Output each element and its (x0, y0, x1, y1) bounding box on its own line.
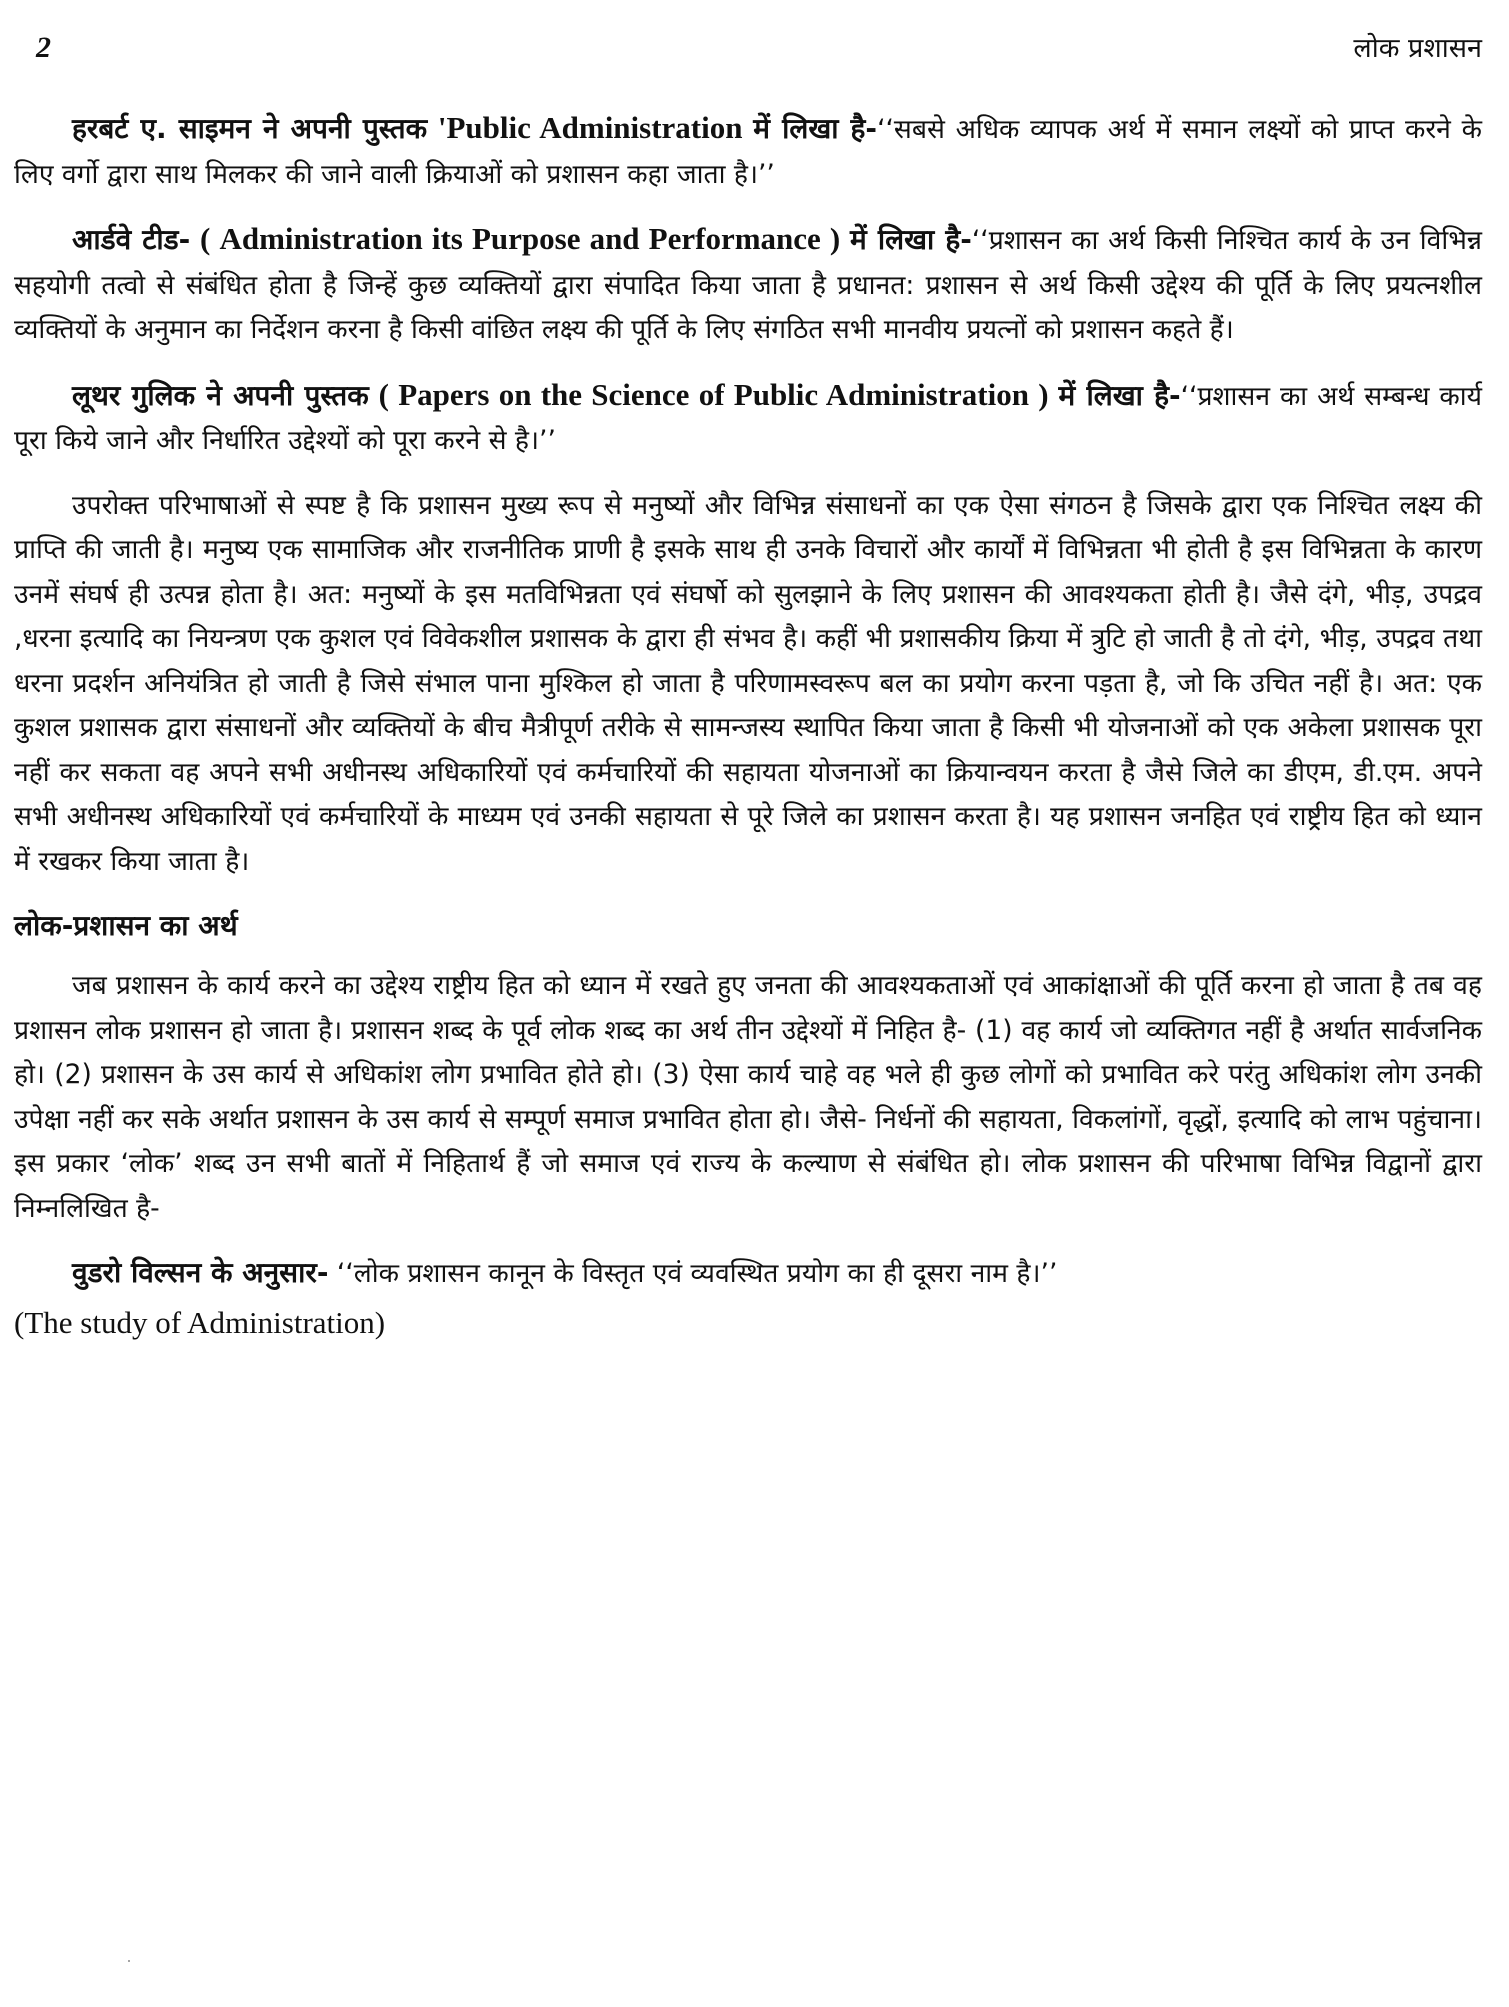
wilson-citation: (The study of Administration) (14, 1304, 386, 1340)
section-body-paragraph: जब प्रशासन के कार्य करने का उद्देश्य राष्ट्रीय हित को ध्यान में रखते हुए जनता की आवश्यकताओं एवं आकांक्षाओं की पूर्ति करना हो जाता है तब वह प्रशासन लोक प्रशासन हो जाता है। प्रशासन शब्द के पूर्व लोक शब्द का अर्थ तीन उद्देश्यों में निहित है- (1) वह कार्य जो व्यक्तिगत नहीं है अर्थात सार्वजनिक हो। (2) प्रशासन के उस कार्य से अधिकांश लोग प्रभावित होते हो। (3) ऐसा कार्य चाहे वह भले ही कुछ लोगों को प्रभावित करे परंतु अधिकांश लोग उनकी उपेक्षा नहीं कर सके अर्थात प्रशासन के उस कार्य से सम्पूर्ण समाज प्रभावित होता हो। जैसे- निर्धनों की सहायता, विकलांगों, वृद्धों, इत्यादि को लाभ पहुंचाना। इस प्रकार ‘लोक’ शब्द उन सभी बातों में निहितार्थ हैं जो समाज एवं राज्य के कल्याण से संबंधित हो। लोक प्रशासन की परिभाषा विभिन्न विद्वानों द्वारा निम्नलिखित है- (14, 970, 1482, 1224)
wilson-lead: वुडरो विल्सन के अनुसार- (72, 1256, 329, 1289)
gulick-definition-paragraph (14, 373, 1482, 464)
wilson-quote: ‘‘लोक प्रशासन कानून के विस्तृत एवं व्यवस्थित प्रयोग का ही दूसरा नाम है।’’ (336, 1258, 1058, 1289)
tead-lead: आर्डवे टीड- (72, 223, 191, 256)
tead-lead-after: में लिखा है- (850, 223, 972, 256)
simon-lead-after: में लिखा है- (753, 112, 878, 145)
tead-quote: ‘‘प्रशासन का अर्थ किसी निश्चित कार्य के उन विभिन्न सहयोगी तत्वो से संबंधित होता है जिन्हें कुछ व्यक्तियों द्वारा संपादित किया जाता है प्रधानत: प्रशासन से अर्थ किसी उद्देश्य की पूर्ति के लिए प्रयत्नशील व्यक्तियों के अनुमान का निर्देशन करना है किसी वांछित लक्ष्य की पूर्ति के लिए संगठित सभी मानवीय प्रयत्नों को प्रशासन कहते हैं। (14, 225, 1482, 345)
gulick-quote: ‘‘प्रशासन का अर्थ सम्बन्ध कार्य पूरा किये जाने और निर्धारित उद्देश्यों को पूरा करने से है।’’ (14, 380, 1482, 456)
simon-definition-paragraph (14, 106, 1482, 197)
simon-book-title: 'Public Administration (437, 110, 743, 145)
scan-speck (128, 1960, 130, 1962)
wilson-definition-paragraph (14, 1251, 1482, 1297)
tead-book-title: ( Administration its Purpose and Performance ) (200, 221, 841, 256)
simon-quote: ‘‘सबसे अधिक व्यापक अर्थ में समान लक्ष्यों को प्राप्त करने के लिए वर्गो द्वारा साथ मिलकर की जाने वाली क्रियाओं को प्रशासन कहा जाता है।’’ (14, 114, 1482, 190)
gulick-book-title: ( Papers on the Science of Public Administration ) (378, 376, 1049, 412)
page-number: 2 (36, 31, 51, 64)
section-heading: लोक-प्रशासन का अर्थ (14, 909, 238, 942)
tead-definition-paragraph (14, 217, 1482, 353)
simon-lead: हरबर्ट ए. साइमन ने अपनी पुस्तक (72, 112, 428, 145)
summary-paragraph: उपरोक्त परिभाषाओं से स्पष्ट है कि प्रशासन मुख्य रूप से मनुष्यों और विभिन्न संसाधनों का एक ऐसा संगठन है जिसके द्वारा एक निश्चित लक्ष्य की प्राप्ति की जाती है। मनुष्य एक सामाजिक और राजनीतिक प्राणी है इसके साथ ही उनके विचारों और कार्यों में विभिन्नता भी होती है इस विभिन्नता के कारण उनमें संघर्ष ही उत्पन्न होता है। अत: मनुष्यों के इस मतविभिन्नता एवं संघर्षो को सुलझाने के लिए प्रशासन की आवश्यकता होती है। जैसे दंगे, भीड़, उपद्रव ,धरना इत्यादि का नियन्त्रण एक कुशल एवं विवेकशील प्रशासक के द्वारा ही संभव है। कहीं भी प्रशासकीय क्रिया में त्रुटि हो जाती है तो दंगे, भीड़, उपद्रव तथा धरना प्रदर्शन अनियंत्रित हो जाती है जिसे संभाल पाना मुश्किल हो जाता है परिणामस्वरूप बल का प्रयोग करना पड़ता है, जो कि उचित नहीं है। अत: एक कुशल प्रशासक द्वारा संसाधनों और व्यक्तियों के बीच मैत्रीपूर्ण तरीके से सामन्जस्य स्थापित किया जाता है किसी भी योजनाओं को एक अकेला प्रशासक पूरा नहीं कर सकता वह अपने सभी अधीनस्थ अधिकारियों एवं कर्मचारियों की सहायता योजनाओं का क्रियान्वयन करता है जैसे जिले का डीएम, डी.एम. अपने सभी अधीनस्थ अधिकारियों एवं कर्मचारियों के माध्यम एवं उनकी सहायता से पूरे जिले का प्रशासन करता है। यह प्रशासन जनहित एवं राष्ट्रीय हित को ध्यान में रखकर किया जाता है। (14, 489, 1482, 877)
page-header (14, 28, 1482, 80)
gulick-lead-after: में लिखा है- (1058, 378, 1181, 412)
document-page (14, 28, 1482, 1343)
running-title: लोक प्रशासन (1353, 33, 1482, 64)
gulick-lead: लूथर गुलिक ने अपनी पुस्तक (72, 378, 369, 412)
